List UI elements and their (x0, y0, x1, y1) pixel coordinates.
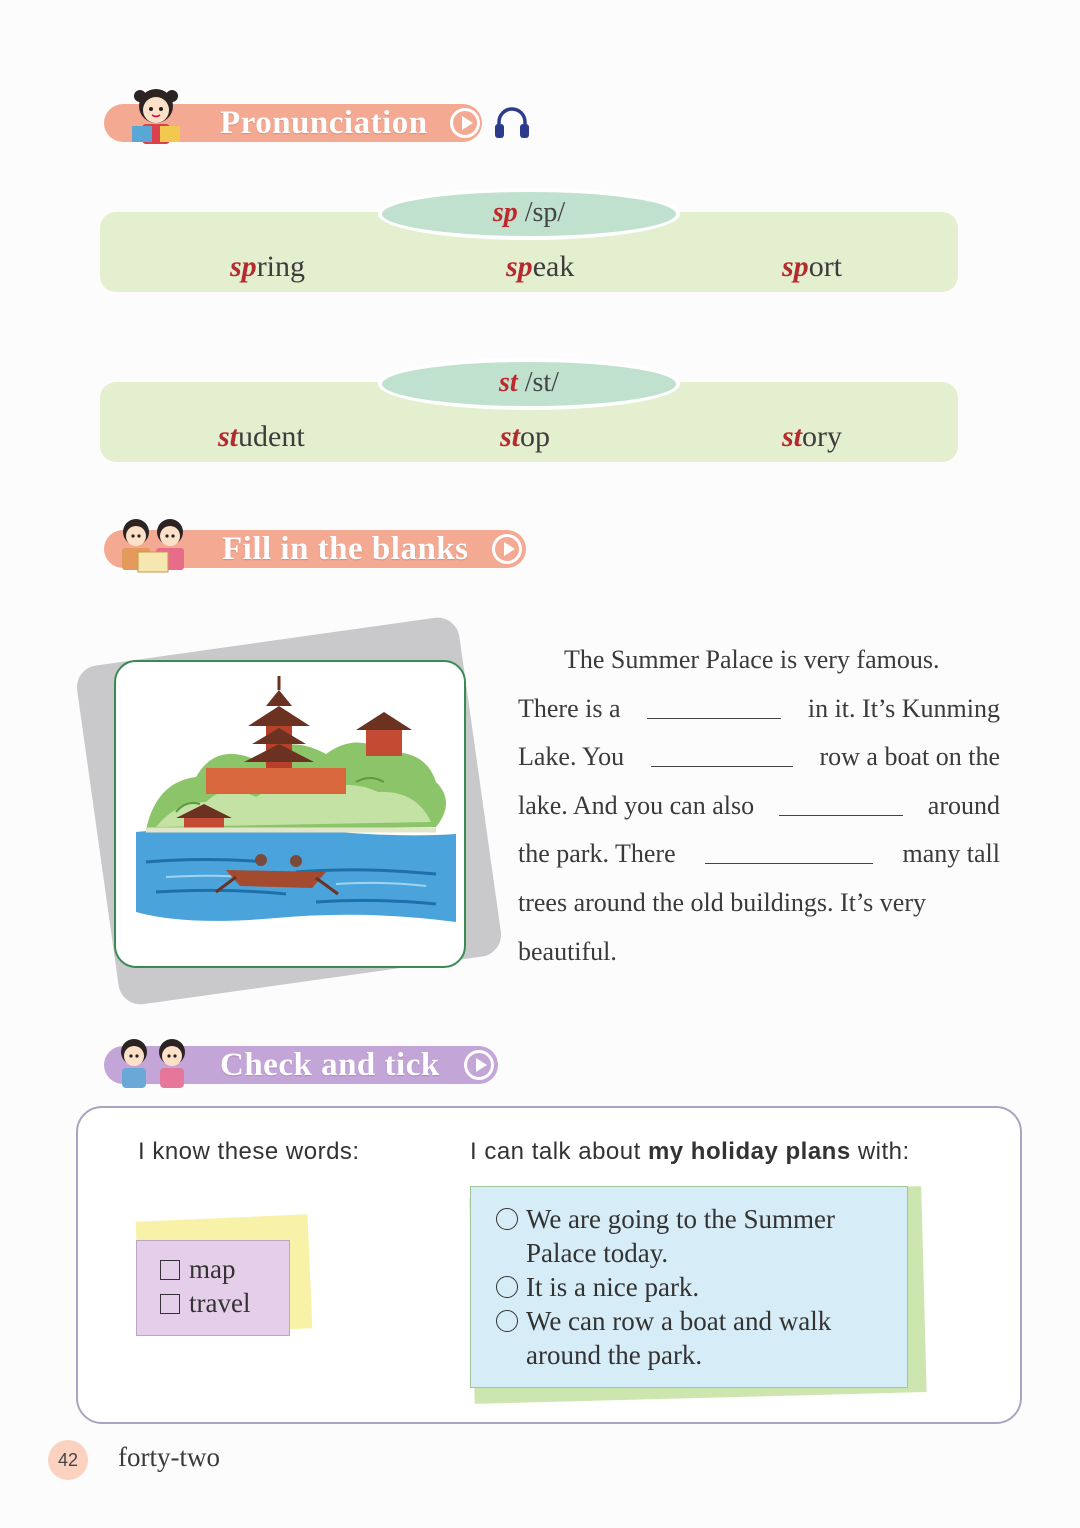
radio-circle[interactable] (496, 1276, 518, 1298)
checkbox[interactable] (160, 1260, 180, 1280)
headphones-icon[interactable] (494, 106, 530, 140)
word-check-map[interactable]: map (160, 1254, 236, 1285)
passage-line: trees around the old buildings. It’s very (518, 887, 926, 917)
page-number-word: forty-two (118, 1442, 220, 1472)
plan-option-2[interactable]: It is a nice park. (496, 1270, 699, 1304)
play-arrow-icon[interactable] (464, 1050, 494, 1080)
pronunciation-title: Pronunciation (220, 104, 428, 141)
words-heading: I know these words: (138, 1138, 360, 1165)
phonics-label-st: st /st/ (378, 358, 680, 410)
passage-line: The Summer Palace is very famous. (564, 645, 940, 674)
word-sport: sport (782, 250, 843, 283)
word-speak: speak (506, 250, 575, 283)
blank-2[interactable] (651, 733, 793, 767)
plan-option-1[interactable]: We are going to the Summer Palace today. (496, 1202, 835, 1270)
passage-line: beautiful. (518, 936, 617, 966)
summer-palace-illustration (114, 660, 466, 968)
word-spring: spring (230, 250, 306, 283)
girl-reading-icon (118, 84, 196, 146)
word-story: story (782, 420, 843, 453)
radio-circle[interactable] (496, 1208, 518, 1230)
blank-3[interactable] (779, 782, 903, 816)
kids-reading-icon (112, 512, 194, 574)
passage-line: Lake. You row a boat on the (518, 733, 1000, 782)
radio-circle[interactable] (496, 1310, 518, 1332)
blank-4[interactable] (705, 830, 873, 864)
passage-line: lake. And you can also around (518, 782, 1000, 831)
checkbox[interactable] (160, 1294, 180, 1314)
play-arrow-icon[interactable] (492, 534, 522, 564)
check-tick-title: Check and tick (220, 1046, 440, 1083)
play-arrow-icon[interactable] (450, 108, 480, 138)
blank-1[interactable] (647, 685, 781, 719)
passage-line: There is a in it. It’s Kunming (518, 685, 1000, 734)
word-stop: stop (500, 420, 551, 453)
page-number: 42 (48, 1440, 88, 1480)
plan-option-3[interactable]: We can row a boat and walk around the park. (496, 1304, 831, 1372)
plans-heading: I can talk about my holiday plans with: (470, 1138, 910, 1165)
kids-waving-icon (110, 1034, 196, 1090)
passage-line: the park. There many tall (518, 830, 1000, 879)
word-student: student (218, 420, 305, 453)
fill-passage (518, 636, 1000, 976)
phonics-label-sp: sp /sp/ (378, 188, 680, 240)
word-check-travel[interactable]: travel (160, 1288, 250, 1319)
fill-blanks-title: Fill in the blanks (222, 530, 469, 567)
